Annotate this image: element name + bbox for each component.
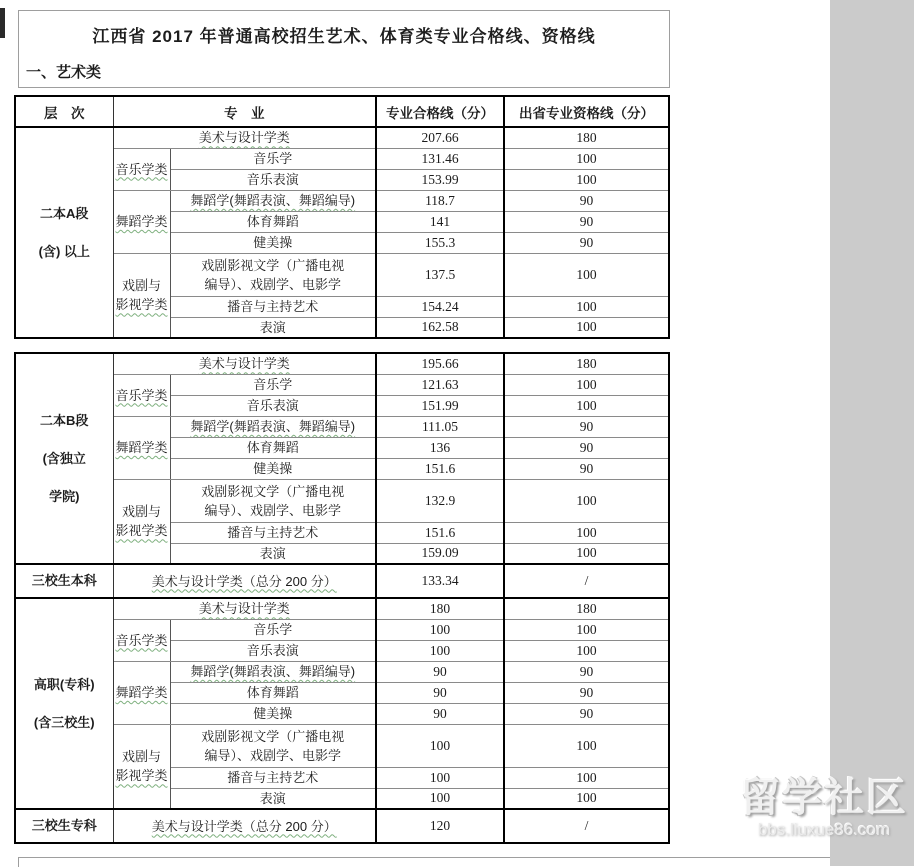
out-score-cell: 180 (504, 353, 669, 374)
table-row (15, 479, 669, 522)
watermark (738, 776, 910, 840)
out-score-cell: 100 (504, 317, 669, 338)
scores-table-upper (14, 95, 670, 339)
pass-score-cell: 154.24 (376, 296, 504, 317)
out-score-cell: 100 (504, 767, 669, 788)
pass-score-cell: 90 (376, 703, 504, 724)
out-score-cell: 100 (504, 479, 669, 522)
scan-edge-mark (0, 8, 5, 38)
out-score-cell: 90 (504, 682, 669, 703)
major-cell: 舞蹈学(舞蹈表演、舞蹈编导) (170, 416, 376, 437)
level-cell: 三校生专科 (15, 809, 113, 843)
out-score-cell: 100 (504, 640, 669, 661)
out-score-cell: 100 (504, 253, 669, 296)
out-score-cell: 100 (504, 522, 669, 543)
out-score-cell: 100 (504, 169, 669, 190)
out-score-cell: 90 (504, 416, 669, 437)
watermark-site-name: 留学社区 (740, 776, 908, 820)
major-cell: 表演 (170, 543, 376, 564)
table-row (15, 416, 669, 437)
major-cell: 播音与主持艺术 (170, 767, 376, 788)
subgroup-cell: 音乐学类 (113, 374, 170, 416)
pass-score-cell: 151.6 (376, 522, 504, 543)
pass-score-cell: 100 (376, 619, 504, 640)
table-row (15, 809, 669, 843)
major-cell: 音乐表演 (170, 395, 376, 416)
major-cell: 美术与设计学类 (113, 353, 376, 374)
major-cell: 美术与设计学类（总分 200 分） (113, 564, 376, 598)
out-score-cell: 90 (504, 458, 669, 479)
out-score-cell: 90 (504, 232, 669, 253)
pass-score-cell: 136 (376, 437, 504, 458)
subgroup-cell: 戏剧与 影视学类 (113, 479, 170, 564)
out-score-cell: 100 (504, 788, 669, 809)
out-score-cell: 90 (504, 437, 669, 458)
out-score-cell: / (504, 809, 669, 843)
pass-score-cell: 207.66 (376, 127, 504, 148)
out-score-cell: 90 (504, 661, 669, 682)
major-cell: 戏剧影视文学（广播电视 编导）、戏剧学、电影学 (170, 253, 376, 296)
pass-score-cell: 151.6 (376, 458, 504, 479)
major-cell: 音乐学 (170, 619, 376, 640)
table-row (15, 253, 669, 296)
table-row (15, 127, 669, 148)
table-row (15, 374, 669, 395)
out-score-cell: 100 (504, 724, 669, 767)
out-score-cell: 100 (504, 543, 669, 564)
section-heading: 一、艺术类 (26, 64, 102, 81)
subgroup-cell: 戏剧与 影视学类 (113, 724, 170, 809)
out-score-cell: 90 (504, 211, 669, 232)
header-pass-line: 专业合格线（分） (376, 96, 504, 127)
pass-score-cell: 180 (376, 598, 504, 619)
major-cell: 音乐表演 (170, 169, 376, 190)
major-cell: 健美操 (170, 458, 376, 479)
pass-score-cell: 133.34 (376, 564, 504, 598)
scores-table-lower (14, 352, 670, 844)
major-cell: 美术与设计学类 (113, 598, 376, 619)
level-cell: 三校生本科 (15, 564, 113, 598)
pass-score-cell: 131.46 (376, 148, 504, 169)
level-cell: 二本A段 (含) 以上 (15, 127, 113, 338)
pass-score-cell: 141 (376, 211, 504, 232)
table-row (15, 190, 669, 211)
major-cell: 表演 (170, 317, 376, 338)
major-cell: 播音与主持艺术 (170, 522, 376, 543)
subgroup-cell: 舞蹈学类 (113, 190, 170, 253)
major-cell: 舞蹈学(舞蹈表演、舞蹈编导) (170, 190, 376, 211)
subgroup-cell: 舞蹈学类 (113, 416, 170, 479)
header-row (15, 96, 669, 127)
major-cell: 体育舞蹈 (170, 211, 376, 232)
major-cell: 美术与设计学类（总分 200 分） (113, 809, 376, 843)
out-score-cell: 100 (504, 374, 669, 395)
out-score-cell: / (504, 564, 669, 598)
table-row (15, 564, 669, 598)
pass-score-cell: 162.58 (376, 317, 504, 338)
table-row (15, 598, 669, 619)
table-row (15, 661, 669, 682)
pass-score-cell: 111.05 (376, 416, 504, 437)
pass-score-cell: 151.99 (376, 395, 504, 416)
major-cell: 表演 (170, 788, 376, 809)
pass-score-cell: 100 (376, 767, 504, 788)
out-score-cell: 100 (504, 619, 669, 640)
major-cell: 播音与主持艺术 (170, 296, 376, 317)
level-cell: 二本B段 (含独立 学院) (15, 353, 113, 564)
header-out-of-province-line: 出省专业资格线（分） (504, 96, 669, 127)
header-major: 专 业 (113, 96, 376, 127)
pass-score-cell: 159.09 (376, 543, 504, 564)
watermark-site-url: bbs.liuxue86.com (757, 820, 891, 839)
pass-score-cell: 195.66 (376, 353, 504, 374)
table-row (15, 619, 669, 640)
pass-score-cell: 118.7 (376, 190, 504, 211)
pass-score-cell: 120 (376, 809, 504, 843)
out-score-cell: 90 (504, 190, 669, 211)
table-row (15, 148, 669, 169)
pass-score-cell: 90 (376, 661, 504, 682)
major-cell: 舞蹈学(舞蹈表演、舞蹈编导) (170, 661, 376, 682)
page-title: 江西省 2017 年普通高校招生艺术、体育类专业合格线、资格线 (92, 27, 596, 46)
subgroup-cell: 音乐学类 (113, 619, 170, 661)
major-cell: 戏剧影视文学（广播电视 编导）、戏剧学、电影学 (170, 724, 376, 767)
pass-score-cell: 100 (376, 788, 504, 809)
out-score-cell: 100 (504, 395, 669, 416)
pass-score-cell: 121.63 (376, 374, 504, 395)
out-score-cell: 180 (504, 598, 669, 619)
page-side-strip (830, 0, 914, 866)
pass-score-cell: 100 (376, 724, 504, 767)
out-score-cell: 180 (504, 127, 669, 148)
header-level: 层 次 (15, 96, 113, 127)
subgroup-cell: 戏剧与 影视学类 (113, 253, 170, 338)
major-cell: 音乐表演 (170, 640, 376, 661)
out-score-cell: 100 (504, 148, 669, 169)
pass-score-cell: 90 (376, 682, 504, 703)
major-cell: 健美操 (170, 703, 376, 724)
major-cell: 体育舞蹈 (170, 682, 376, 703)
title-box (18, 10, 670, 88)
level-cell: 高职(专科) (含三校生) (15, 598, 113, 809)
pass-score-cell: 137.5 (376, 253, 504, 296)
major-cell: 音乐学 (170, 148, 376, 169)
out-score-cell: 100 (504, 296, 669, 317)
major-cell: 体育舞蹈 (170, 437, 376, 458)
pass-score-cell: 155.3 (376, 232, 504, 253)
major-cell: 健美操 (170, 232, 376, 253)
table-row (15, 353, 669, 374)
pass-score-cell: 132.9 (376, 479, 504, 522)
pass-score-cell: 100 (376, 640, 504, 661)
pass-score-cell: 153.99 (376, 169, 504, 190)
subgroup-cell: 舞蹈学类 (113, 661, 170, 724)
subgroup-cell: 音乐学类 (113, 148, 170, 190)
major-cell: 戏剧影视文学（广播电视 编导）、戏剧学、电影学 (170, 479, 376, 522)
out-score-cell: 90 (504, 703, 669, 724)
table-row (15, 724, 669, 767)
major-cell: 美术与设计学类 (113, 127, 376, 148)
major-cell: 音乐学 (170, 374, 376, 395)
